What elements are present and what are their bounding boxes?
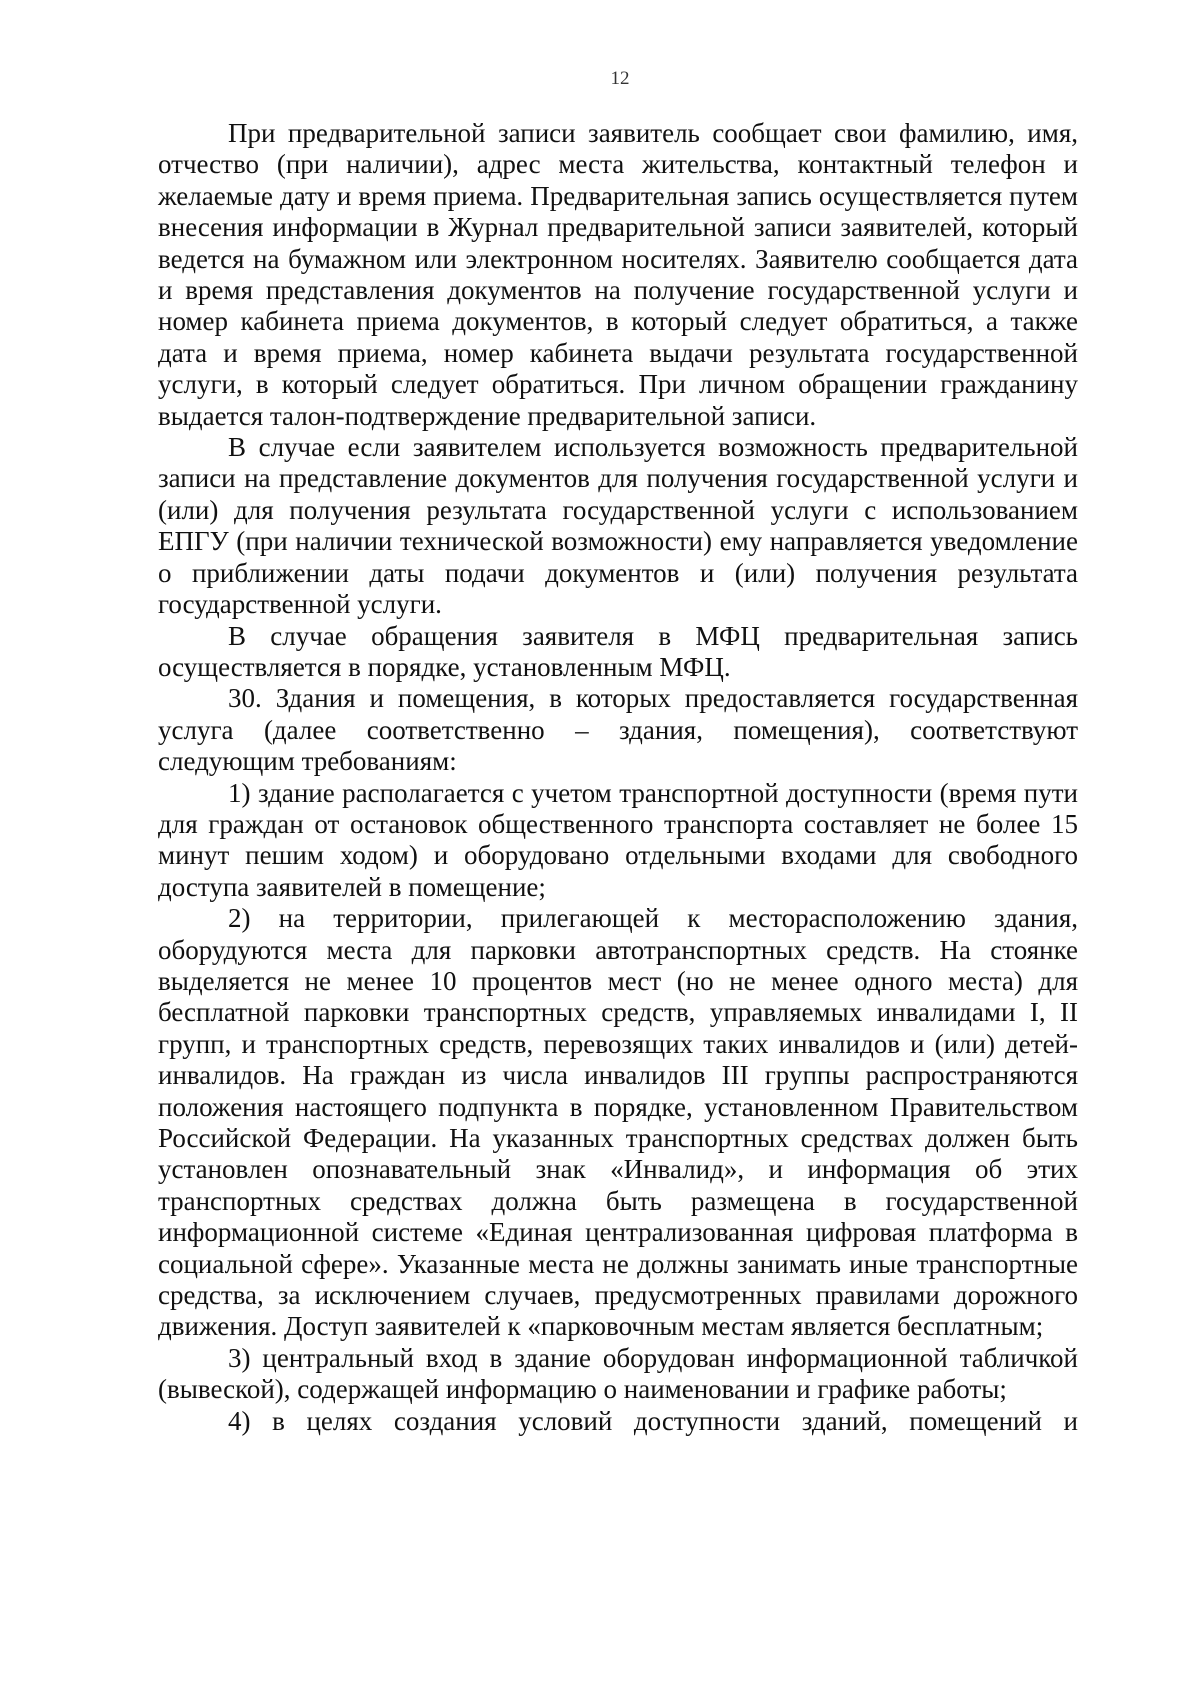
document-body (158, 118, 1078, 1437)
page-number: 12 (610, 68, 630, 89)
paragraph-subitem-3: 3) центральный вход в здание оборудован информационной табличкой (вывеской), содержащей информацию о наименовании и графике работы; (158, 1342, 1078, 1405)
paragraph-preliminary-record: При предварительной записи заявитель сообщает свои фамилию, имя, отчество (при наличии), адрес места жительства, контактный телефон и желаемые дату и время приема. Предварительная запись осуществляется путем внесения информации в Журнал предварительной записи заявителей, который ведется на бумажном или электронном носителях. Заявителю сообщается дата и время представления документов на получение государственной услуги и номер кабинета приема документов, в который следует обратиться, а также дата и время приема, номер кабинета выдачи результата государственной услуги, в который следует обратиться. При личном обращении гражданину выдается талон-подтверждение предварительной записи. (158, 118, 1078, 431)
paragraph-mfc-record: В случае обращения заявителя в МФЦ предварительная запись осуществляется в порядке, установленным МФЦ. (158, 620, 1078, 682)
paragraph-subitem-1: 1) здание располагается с учетом транспортной доступности (время пути для граждан от остановок общественного транспорта составляет не более 15 минут пешим ходом) и оборудовано отдельными входами для свободного доступа заявителей в помещение; (158, 777, 1078, 902)
paragraph-subitem-2: 2) на территории, прилегающей к месторасположению здания, оборудуются места для парковки автотранспортных средств. На стоянке выделяется не менее 10 процентов мест (но не менее одного места) для бесплатной парковки транспортных средств, управляемых инвалидами I, II групп, и транспортных средств, перевозящих таких инвалидов и (или) детей-инвалидов. На граждан из числа инвалидов III группы распространяются положения настоящего подпункта в порядке, установленном Правительством Российской Федерации. На указанных транспортных средствах должен быть установлен опознавательный знак «Инвалид», и информация об этих транспортных средствах должна быть размещена в государственной информационной системе «Единая централизованная цифровая платформа в социальной сфере». Указанные места не должны занимать иные транспортные средства, за исключением случаев, предусмотренных правилами дорожного движения. Доступ заявителей к «парковочным местам является бесплатным; (158, 903, 1078, 1342)
paragraph-epgu-notification: В случае если заявителем используется возможность предварительной записи на представление документов для получения государственной услуги и (или) для получения результата государственной услуги с использованием ЕПГУ (при наличии технической возможности) ему направляется уведомление о приближении даты подачи документов и (или) получения результата государственной услуги. (158, 432, 1078, 620)
paragraph-subitem-4: 4) в целях создания условий доступности зданий, помещений и (228, 1405, 1078, 1436)
paragraph-item-30: 30. Здания и помещения, в которых предоставляется государственная услуга (далее соответственно – здания, помещения), соответствуют следующим требованиям: (158, 683, 1078, 777)
